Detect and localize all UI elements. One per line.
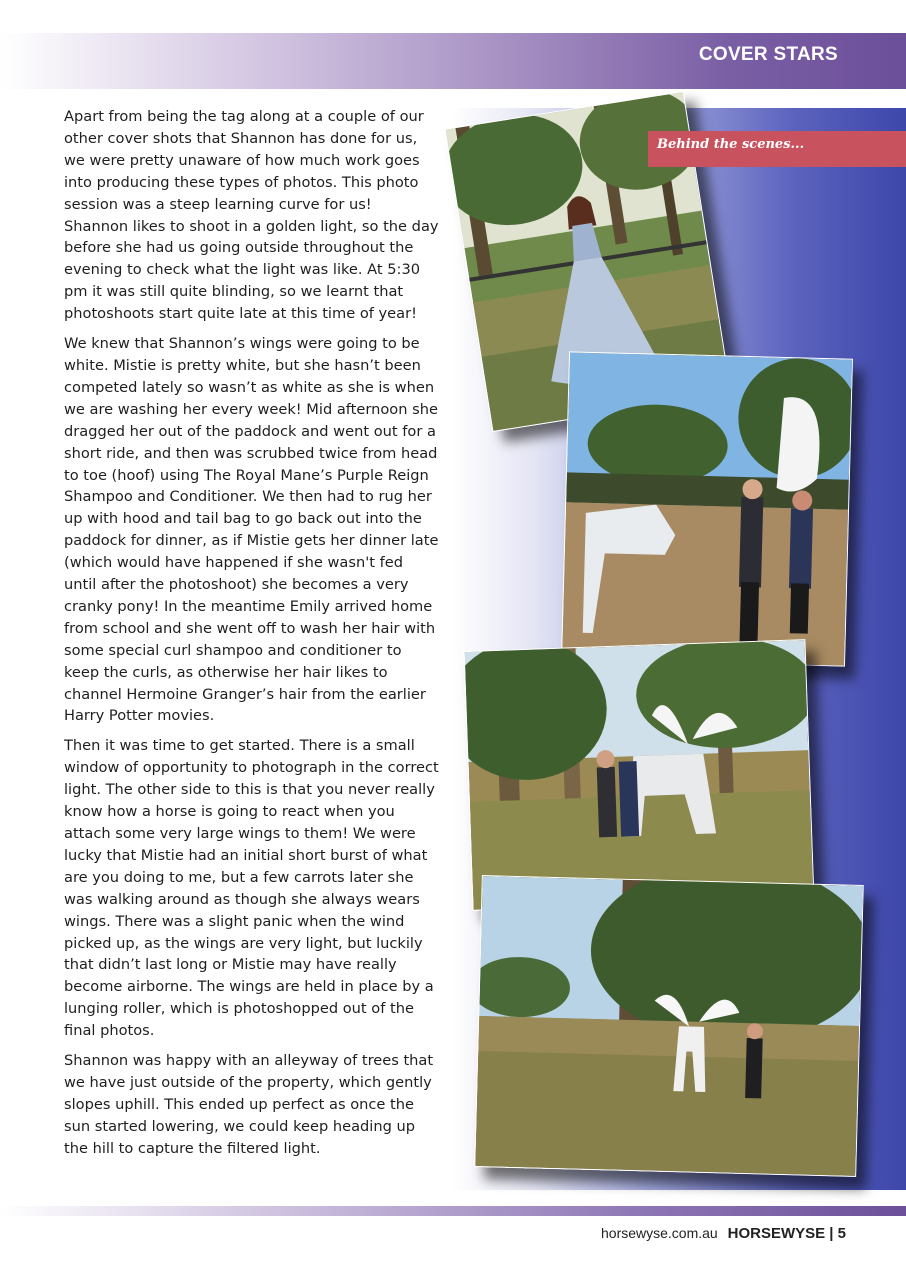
footer-band [0, 1206, 906, 1216]
footer-brand-page-number: HORSEWYSE | 5 [727, 1225, 846, 1242]
photo-winged-horse-under-trees [474, 875, 864, 1177]
behind-the-scenes-label-text: Behind the scenes... [657, 137, 805, 152]
article-paragraph: Apart from being the tag along at a couple of our other cover shots that Shannon has done for us, we were pretty unaware of how much work goes into producing these types of photos. This photo session was a steep learning curve for us! Shannon likes to shoot in a golden light, so the day before she had us going outside throughout the evening to check what the light was like. At 5:30 pm it was still quite blinding, so we learnt that photoshoots start quite late at this time of year! [64, 108, 439, 323]
page-footer [601, 1225, 846, 1242]
article-paragraph: Shannon was happy with an alleyway of trees that we have just outside of the property, which gently slopes uphill. This ended up perfect as once the sun started lowering, we could keep heading up the hill to capture the filtered light. [64, 1052, 434, 1157]
photo-grey-horse-with-wings-held [561, 351, 853, 666]
photo-fitting-wings-on-horse [464, 639, 815, 911]
article-paragraph: Then it was time to get started. There is a small window of opportunity to photograph in the correct light. The other side to this is that you never really know how a horse is going to react when you attach some very large wings to them! We were lucky that Mistie had an initial short burst of what are you doing to me, but a few carrots later she was walking around as though she always wears wings. There was a slight panic when the wind picked up, as the wings are very light, but luckily that didn’t last long or Mistie may have really become airborne. The wings are held in place by a lunging roller, which is photoshopped out of the final photos. [64, 737, 439, 1040]
article-paragraph: We knew that Shannon’s wings were going to be white. Mistie is pretty white, but she hasn’t been competed lately so wasn’t as white as she is when we are washing her every week! Mid afternoon she dragged her out of the paddock and went out for a short ride, and then was scrubbed twice from head to toe (hoof) using The Royal Mane’s Purple Reign Shampoo and Conditioner. We then had to rug her up with hood and tail bag to go back out into the paddock for dinner, as if Mistie gets her dinner late (which would have happened if she wasn't fed until after the photoshoot) she becomes a very cranky pony! In the meantime Emily arrived home from school and she went off to wash her hair with some special curl shampoo and conditioner to keep the curls, as otherwise her hair likes to channel Hermoine Granger’s hair from the earlier Harry Potter movies. [64, 335, 439, 725]
section-title: COVER STARS [698, 44, 838, 65]
footer-website: horsewyse.com.au [601, 1225, 718, 1241]
behind-the-scenes-label [648, 131, 906, 167]
article-body [64, 106, 439, 1168]
